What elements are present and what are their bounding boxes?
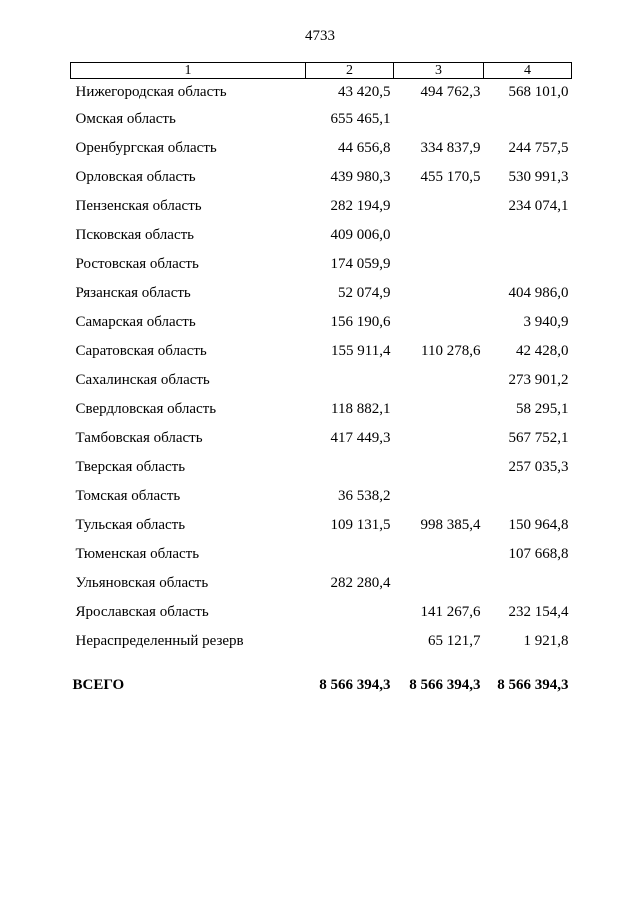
- table-row: [71, 453, 572, 482]
- region-name: Свердловская область: [75, 401, 217, 417]
- page-number: 4733: [305, 28, 335, 44]
- table-row: [71, 192, 572, 221]
- value-col-2: 43 420,5: [338, 84, 391, 100]
- value-col-3: [394, 366, 484, 395]
- table-row: [71, 395, 572, 424]
- value-col-4: 234 074,1: [508, 198, 569, 214]
- region-name: Рязанская область: [75, 285, 191, 301]
- value-col-3: 334 837,9: [420, 140, 481, 156]
- region-name: Омская область: [75, 111, 176, 127]
- value-col-2: [306, 627, 394, 656]
- value-col-4: 257 035,3: [508, 459, 569, 475]
- value-col-2: 36 538,2: [338, 488, 391, 504]
- region-name: Ульяновская область: [75, 575, 209, 591]
- region-name: Тюменская область: [75, 546, 200, 562]
- value-col-2: 174 059,9: [330, 256, 391, 272]
- region-name: Сахалинская область: [75, 372, 210, 388]
- value-col-3: 494 762,3: [420, 84, 481, 100]
- value-col-4: 150 964,8: [508, 517, 569, 533]
- region-name: Ярославская область: [75, 604, 209, 620]
- column-header-3: 3: [394, 63, 484, 79]
- region-name: Ростовская область: [75, 256, 199, 272]
- value-col-2: [306, 598, 394, 627]
- value-col-2: [306, 453, 394, 482]
- value-col-4: 107 668,8: [508, 546, 569, 562]
- value-col-3: [394, 395, 484, 424]
- column-header-1: 1: [71, 63, 306, 79]
- value-col-2: [306, 366, 394, 395]
- column-number-row: [71, 63, 572, 79]
- value-col-3: [394, 424, 484, 453]
- region-name: Орловская область: [75, 169, 196, 185]
- column-header-4: 4: [484, 63, 572, 79]
- region-name: Тамбовская область: [75, 430, 203, 446]
- value-col-3: [394, 279, 484, 308]
- value-col-2: 439 980,3: [330, 169, 391, 185]
- value-col-3: 110 278,6: [421, 343, 481, 359]
- value-col-3: 141 267,6: [420, 604, 481, 620]
- region-name: Оренбургская область: [75, 140, 217, 156]
- value-col-4: [484, 105, 572, 134]
- value-col-4: 273 901,2: [508, 372, 569, 388]
- region-name: Тверская область: [75, 459, 186, 475]
- region-name: Нераспределенный резерв: [75, 633, 244, 649]
- table-row: [71, 540, 572, 569]
- region-name: Нижегородская область: [75, 84, 227, 100]
- table-row: [71, 337, 572, 366]
- region-name: Самарская область: [75, 314, 196, 330]
- value-col-3: 65 121,7: [428, 633, 481, 649]
- value-col-4: [484, 569, 572, 598]
- value-col-2: 155 911,4: [331, 343, 391, 359]
- column-header-2: 2: [306, 63, 394, 79]
- table-row: [71, 598, 572, 627]
- table-row: [71, 627, 572, 656]
- value-col-4: 404 986,0: [508, 285, 569, 301]
- total-label: ВСЕГО: [72, 677, 125, 693]
- table-row: [71, 569, 572, 598]
- total-col-3: 8 566 394,3: [409, 677, 481, 693]
- value-col-4: 1 921,8: [523, 633, 569, 649]
- value-col-4: 232 154,4: [508, 604, 569, 620]
- value-col-2: 44 656,8: [338, 140, 391, 156]
- table-row: [71, 424, 572, 453]
- value-col-4: 530 991,3: [508, 169, 569, 185]
- value-col-2: 409 006,0: [330, 227, 391, 243]
- value-col-3: [394, 192, 484, 221]
- value-col-2: 52 074,9: [338, 285, 391, 301]
- value-col-3: [394, 250, 484, 279]
- table-row: [71, 279, 572, 308]
- table-row: [71, 511, 572, 540]
- distribution-table: [70, 62, 572, 696]
- value-col-3: [394, 453, 484, 482]
- value-col-4: 42 428,0: [516, 343, 569, 359]
- value-col-4: 568 101,0: [508, 84, 569, 100]
- table-row: [71, 163, 572, 192]
- value-col-4: [484, 250, 572, 279]
- table-row: [71, 250, 572, 279]
- value-col-2: 417 449,3: [330, 430, 391, 446]
- value-col-2: 655 465,1: [330, 111, 391, 127]
- total-row: [71, 656, 572, 696]
- value-col-4: 567 752,1: [508, 430, 569, 446]
- value-col-3: 455 170,5: [420, 169, 481, 185]
- table-row: [71, 366, 572, 395]
- region-name: Томская область: [75, 488, 181, 504]
- value-col-3: 998 385,4: [420, 517, 481, 533]
- value-col-4: 244 757,5: [508, 140, 569, 156]
- total-col-4: 8 566 394,3: [497, 677, 569, 693]
- value-col-2: [306, 540, 394, 569]
- value-col-4: [484, 221, 572, 250]
- value-col-3: [394, 105, 484, 134]
- value-col-3: [394, 482, 484, 511]
- table-row: [71, 79, 572, 106]
- region-name: Псковская область: [75, 227, 194, 243]
- table-row: [71, 308, 572, 337]
- value-col-2: 118 882,1: [331, 401, 391, 417]
- total-col-2: 8 566 394,3: [319, 677, 391, 693]
- value-col-4: [484, 482, 572, 511]
- value-col-2: 282 194,9: [330, 198, 391, 214]
- value-col-2: 282 280,4: [330, 575, 391, 591]
- value-col-3: [394, 308, 484, 337]
- region-name: Саратовская область: [75, 343, 207, 359]
- region-name: Тульская область: [75, 517, 186, 533]
- table-row: [71, 105, 572, 134]
- value-col-3: [394, 540, 484, 569]
- table-row: [71, 482, 572, 511]
- table-row: [71, 221, 572, 250]
- region-name: Пензенская область: [75, 198, 202, 214]
- value-col-2: 109 131,5: [330, 517, 391, 533]
- value-col-3: [394, 221, 484, 250]
- value-col-4: 3 940,9: [523, 314, 569, 330]
- value-col-2: 156 190,6: [330, 314, 391, 330]
- value-col-3: [394, 569, 484, 598]
- value-col-4: 58 295,1: [516, 401, 569, 417]
- table-row: [71, 134, 572, 163]
